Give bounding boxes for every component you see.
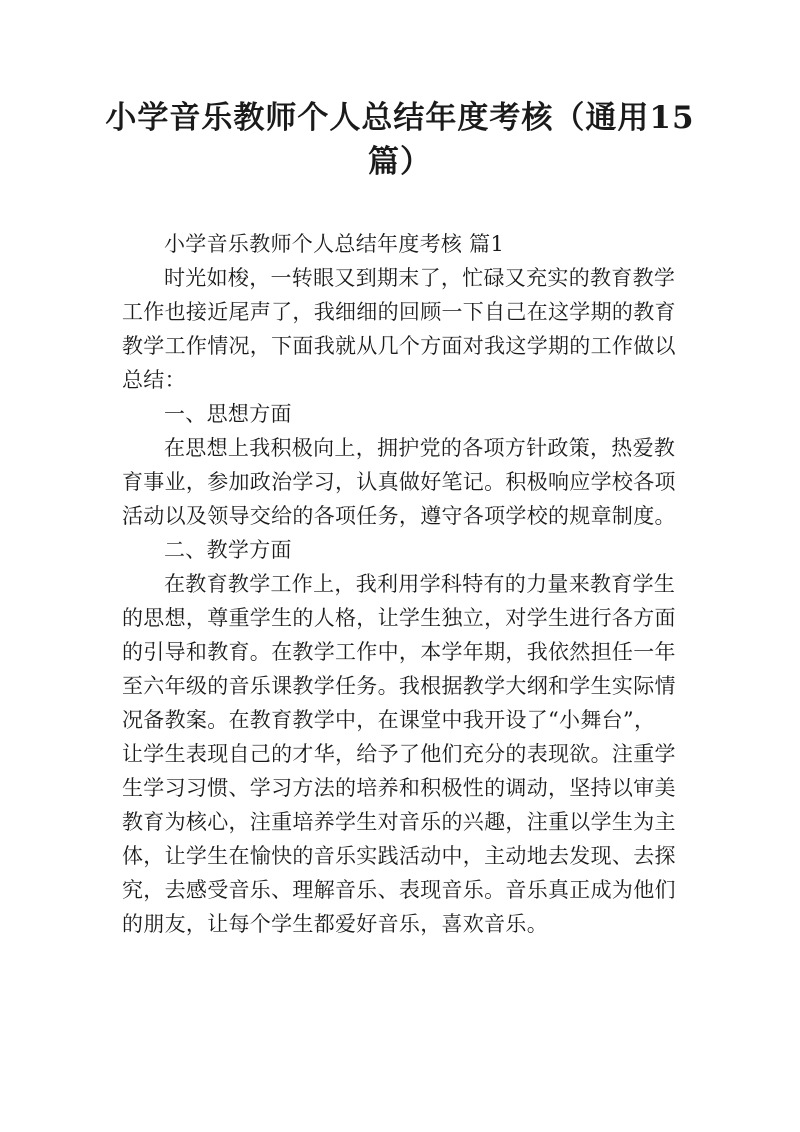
paragraph-line: 究，去感受音乐、理解音乐、表现音乐。音乐真正成为他们 [122,878,676,902]
paragraph-line: 时光如梭，一转眼又到期末了，忙碌又充实的教育教学 [164,266,676,290]
paragraph-line: 的朋友，让每个学生都爱好音乐，喜欢音乐。 [122,912,548,936]
title-line-1: 小学音乐教师个人总结年度考核（通用15 [105,100,695,136]
paragraph-line: 在思想上我积极向上，拥护党的各项方针政策，热爱教 [164,436,676,460]
paragraph-line: 教育为核心，注重培养学生对音乐的兴趣，注重以学生为主 [122,810,676,834]
paragraph-line: 至六年级的音乐课教学任务。我根据教学大纲和学生实际情 [122,674,676,698]
paragraph-line: 工作也接近尾声了，我细细的回顾一下自己在这学期的教育 [122,300,676,324]
paragraph-line: 在教育教学工作上，我利用学科特有的力量来教育学生 [164,572,676,596]
paragraph-line: 活动以及领导交给的各项任务，遵守各项学校的规章制度。 [122,504,676,528]
paragraph-line: 的引导和教育。在教学工作中，本学年期，我依然担任一年 [122,640,676,664]
title-line-2: 篇） [368,144,432,180]
subsection-heading: 一、思想方面 [164,402,292,426]
paragraph-line: 育事业，参加政治学习，认真做好笔记。积极响应学校各项 [122,470,676,494]
paragraph-line: 的思想，尊重学生的人格，让学生独立，对学生进行各方面 [122,606,676,630]
document-title [100,96,700,184]
paragraph-line: 让学生表现自己的才华，给予了他们充分的表现欲。注重学 [122,742,676,766]
document-body [122,227,688,941]
paragraph-line: 体，让学生在愉快的音乐实践活动中，主动地去发现、去探 [122,844,676,868]
section-heading: 小学音乐教师个人总结年度考核 篇1 [164,232,505,256]
paragraph-line: 总结： [122,368,186,392]
paragraph-line: 生学习习惯、学习方法的培养和积极性的调动，坚持以审美 [122,776,676,800]
paragraph-line: 教学工作情况，下面我就从几个方面对我这学期的工作做以 [122,334,676,358]
subsection-heading: 二、教学方面 [164,538,292,562]
paragraph-line: 况备教案。在教育教学中，在课堂中我开设了“小舞台”， [122,708,656,732]
